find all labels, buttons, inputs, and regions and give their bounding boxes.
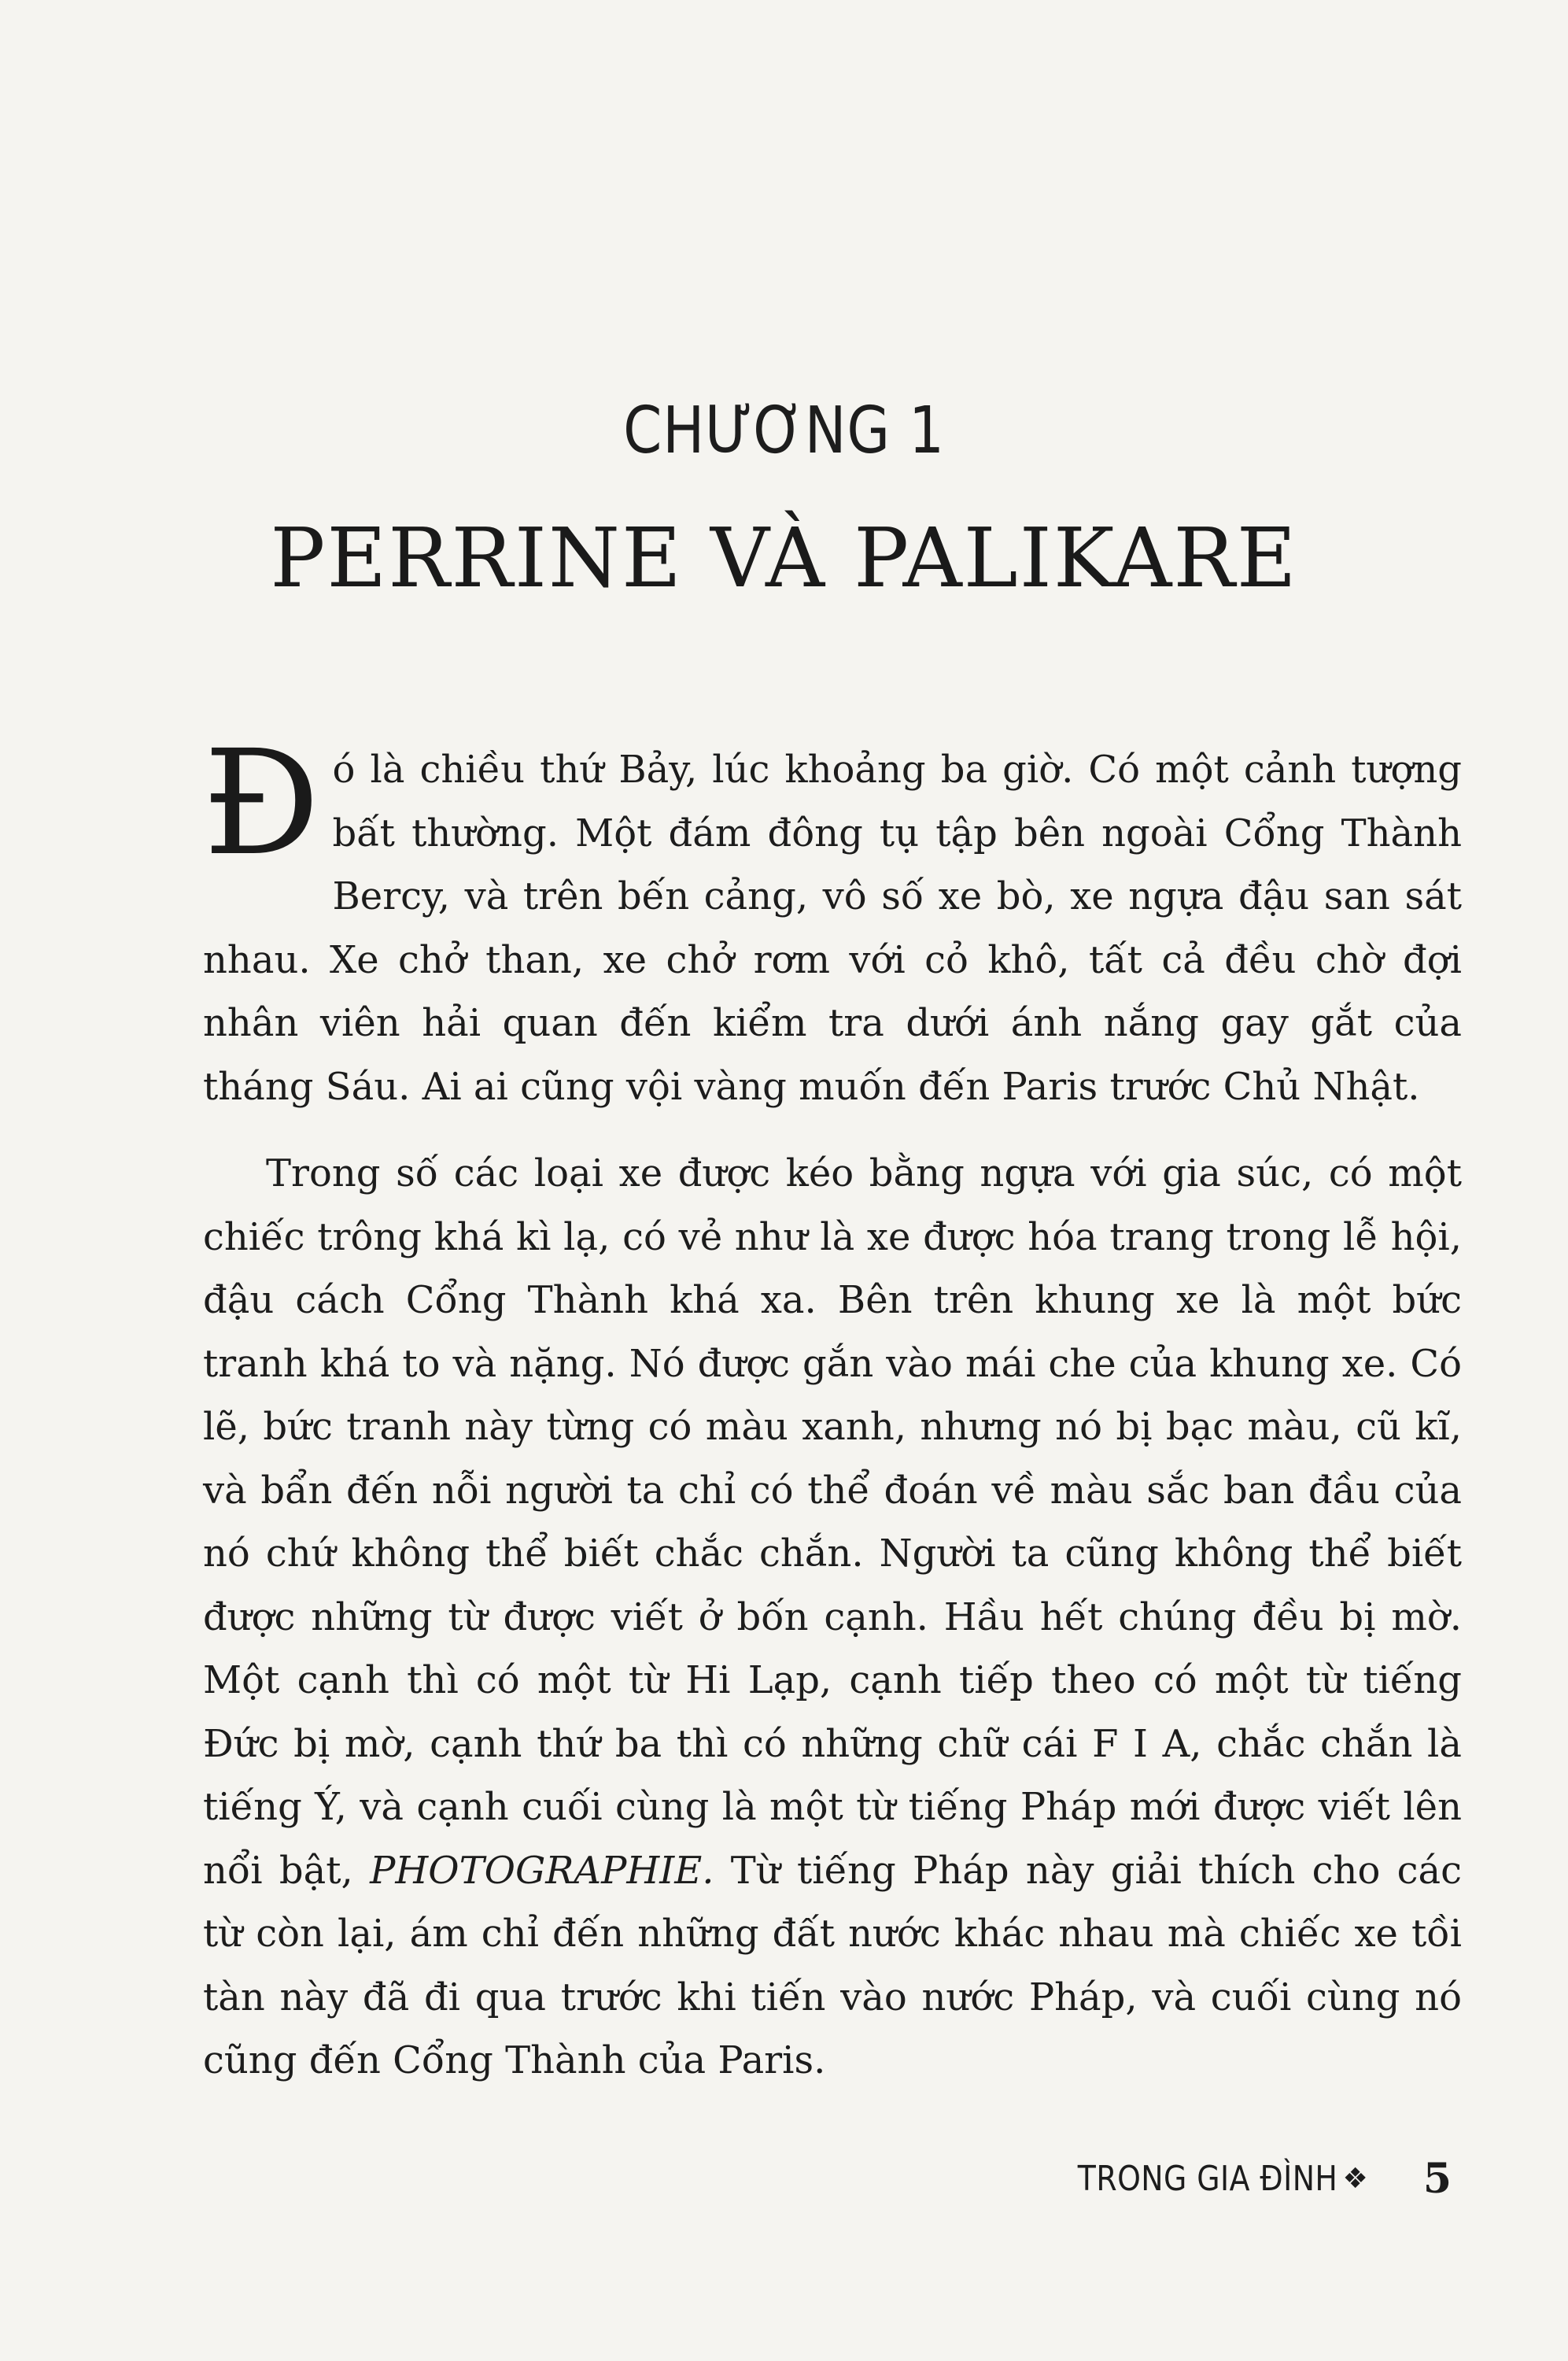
paragraph-1 — [203, 719, 1462, 1118]
paragraph-2-text-start: Trong số các loại xe được kéo bằng ngựa với gia súc, có một chiếc trông khá kì lạ, có vẻ như là xe được hóa trang trong lễ hội, đậu cách Cổng Thành khá xa. Bên trên khung xe là một bức tranh khá to và nặng. Nó được gắn vào mái che của khung xe. Có lẽ, bức tranh này từng có màu xanh, nhưng nó bị bạc màu, cũ kĩ, và bẩn đến nỗi người ta chỉ có thể đoán về màu sắc ban đầu của nó chứ không thể biết chắc chắn. Người ta cũng không thể biết được những từ được viết ở bốn cạnh. Hầu hết chúng đều bị mờ. Một cạnh thì có một từ Hi Lạp, cạnh tiếp theo có một từ tiếng Đức bị mờ, cạnh thứ ba thì có những chữ cái F I A, chắc chắn là tiếng Ý, và cạnh cuối cùng là một từ tiếng Pháp mới được viết lên nổi bật, — [203, 1151, 1462, 1893]
chapter-number: CHƯƠNG 1 — [623, 394, 945, 468]
drop-cap: Đ — [203, 719, 320, 888]
paragraph-2 — [203, 1142, 1462, 2093]
chapter-title: PERRINE VÀ PALIKARE — [270, 510, 1298, 606]
diamond-ornament-icon: ❖ — [1342, 2163, 1368, 2195]
paragraph-2-text-end: Từ tiếng Pháp này giải thích cho các từ còn lại, ám chỉ đến những đất nước khác nhau mà chiếc xe tồi tàn này đã đi qua trước khi tiến vào nước Pháp, và cuối cùng nó cũng đến Cổng Thành của Paris. — [203, 1848, 1463, 2082]
paragraph-1-text: ó là chiều thứ Bảy, lúc khoảng ba giờ. Có một cảnh tượng bất thường. Một đám đông tụ tập bên ngoài Cổng Thành Bercy, và trên bến cảng, vô số xe bò, xe ngựa đậu san sát nhau. Xe chở than, xe chở rơm với cỏ khô, tất cả đều chờ đợi nhân viên hải quan đến kiểm tra dưới ánh nắng gay gắt của tháng Sáu. Ai ai cũng vội vàng muốn đến Paris trước Chủ Nhật. — [203, 748, 1462, 1109]
page-footer — [1035, 2155, 1452, 2203]
running-head: TRONG GIA ĐÌNH — [1078, 2159, 1338, 2199]
italic-word: PHOTOGRAPHIE. — [370, 1848, 714, 1893]
page-number: 5 — [1422, 2155, 1452, 2203]
chapter-body — [203, 719, 1463, 2093]
